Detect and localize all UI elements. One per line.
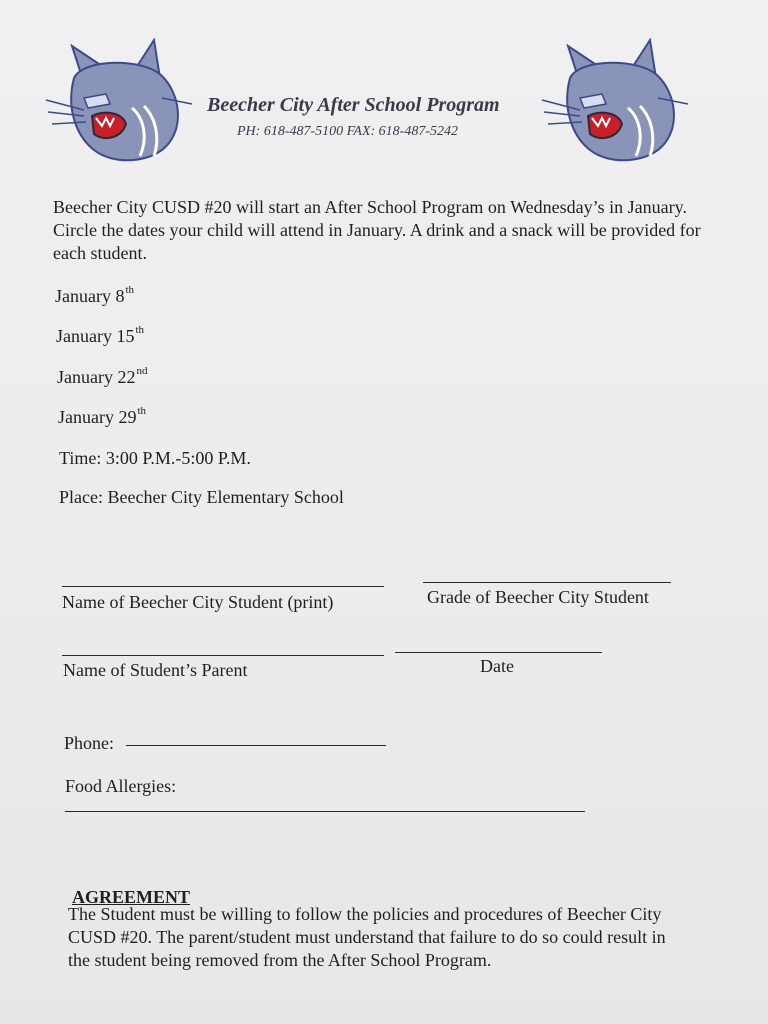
food-allergies-label: Food Allergies: bbox=[65, 776, 177, 796]
phone-field[interactable] bbox=[126, 745, 386, 746]
intro-paragraph: Beecher City CUSD #20 will start an After School Program on Wednesday’s in January. Circle the dates your child will attend in January. A drink and a snack will be provided for each student. bbox=[53, 197, 701, 263]
student-grade-field[interactable] bbox=[423, 582, 671, 583]
time-line: Time: 3:00 P.M.-5:00 P.M. bbox=[59, 448, 251, 468]
phone-label: Phone: bbox=[64, 733, 115, 753]
date-option[interactable]: January 8th bbox=[55, 284, 135, 306]
food-allergies-field[interactable] bbox=[65, 811, 585, 812]
phone-fax-line: PH: 618-487-5100 FAX: 618-487-5242 bbox=[237, 124, 458, 139]
place-line: Place: Beecher City Elementary School bbox=[59, 487, 344, 507]
bobcat-mascot-icon bbox=[44, 38, 194, 168]
bobcat-mascot-icon bbox=[540, 38, 690, 168]
date-field[interactable] bbox=[395, 652, 602, 653]
agreement-heading: AGREEMENT bbox=[72, 887, 191, 907]
student-name-label: Name of Beecher City Student (print) bbox=[62, 592, 334, 612]
student-grade-label: Grade of Beecher City Student bbox=[427, 587, 649, 607]
date-option[interactable]: January 29th bbox=[58, 405, 147, 427]
student-name-field[interactable] bbox=[62, 586, 384, 587]
date-option[interactable]: January 15th bbox=[56, 324, 145, 346]
program-title: Beecher City After School Program bbox=[207, 94, 500, 116]
parent-name-field[interactable] bbox=[62, 655, 384, 656]
date-option[interactable]: January 22nd bbox=[57, 365, 148, 387]
parent-name-label: Name of Student’s Parent bbox=[63, 660, 248, 680]
agreement-text: The Student must be willing to follow the policies and procedures of Beecher City CUSD #20. The parent/student must understand that failure to do so could result in the student being removed from the After School Program. bbox=[68, 904, 666, 970]
date-label: Date bbox=[480, 656, 514, 676]
